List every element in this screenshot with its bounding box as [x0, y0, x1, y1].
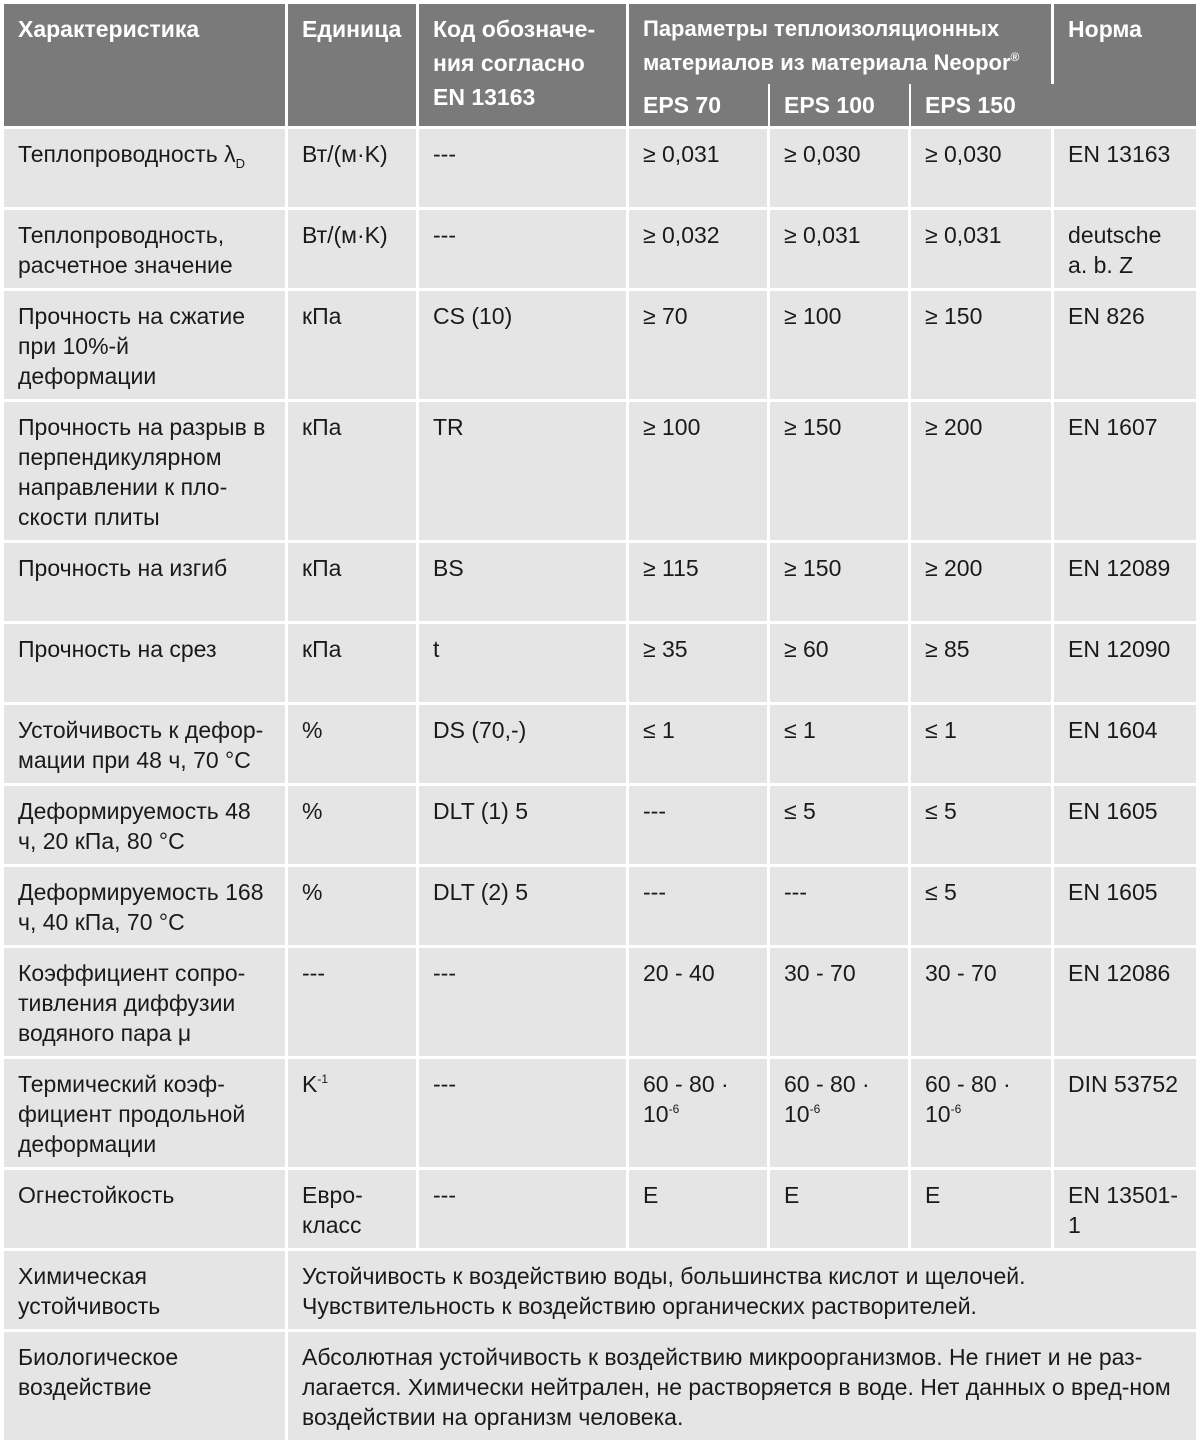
cell-eps100: 30 - 70: [770, 948, 911, 1059]
cell-code: DLT (1) 5: [419, 786, 629, 867]
table-row: [4, 786, 1196, 867]
cell-unit: кПа: [288, 291, 419, 402]
header-code: Код обозначе-ния согласно EN 13163: [419, 4, 629, 129]
table-row: [4, 1059, 1196, 1170]
cell-eps150: ≥ 150: [911, 291, 1054, 402]
table-row: [4, 402, 1196, 543]
cell-unit: %: [288, 867, 419, 948]
cell-norm: DIN 53752: [1054, 1059, 1196, 1170]
cell-code: ---: [419, 1170, 629, 1251]
cell-norm: EN 13163: [1054, 129, 1196, 210]
table-row: [4, 867, 1196, 948]
cell-eps70: ---: [629, 786, 770, 867]
cell-norm: EN 12089: [1054, 543, 1196, 624]
cell-unit: кПа: [288, 624, 419, 705]
cell-code: DS (70,-): [419, 705, 629, 786]
table-row: [4, 705, 1196, 786]
cell-eps100: ≥ 150: [770, 543, 911, 624]
exponent: -6: [668, 1102, 680, 1116]
cell-eps70: ≥ 70: [629, 291, 770, 402]
cell-characteristic: Биологическое воздействие: [4, 1332, 288, 1443]
cell-eps150: ≤ 5: [911, 786, 1054, 867]
cell-eps150: 30 - 70: [911, 948, 1054, 1059]
characteristic-text: Теплопроводность λ: [18, 141, 236, 167]
cell-eps100: ≥ 100: [770, 291, 911, 402]
cell-code: ---: [419, 210, 629, 291]
cell-eps150: ≥ 0,031: [911, 210, 1054, 291]
cell-characteristic: Прочность на срез: [4, 624, 288, 705]
cell-characteristic: Коэффициент сопро-тивления диффузии водяного пара μ: [4, 948, 288, 1059]
cell-characteristic: Теплопроводность, расчетное значение: [4, 210, 288, 291]
value-text: 60 - 80 · 10: [925, 1071, 1011, 1127]
cell-characteristic: Деформируемость 48 ч, 20 кПа, 80 °C: [4, 786, 288, 867]
cell-description: Абсолютная устойчивость к воздействию микроорганизмов. Не гниет и не раз-лагается. Химически нейтрален, не растворяется в воде. Нет данных о вред-ном воздействии на организм человека.: [288, 1332, 1196, 1443]
cell-eps70: 20 - 40: [629, 948, 770, 1059]
cell-eps70: ≥ 0,031: [629, 129, 770, 210]
cell-unit: кПа: [288, 543, 419, 624]
cell-eps70: ≥ 115: [629, 543, 770, 624]
cell-eps70: ≥ 0,032: [629, 210, 770, 291]
cell-eps100: ---: [770, 867, 911, 948]
cell-eps70: ≥ 100: [629, 402, 770, 543]
cell-eps150: ≤ 5: [911, 867, 1054, 948]
cell-unit: Евро-класс: [288, 1170, 419, 1251]
header-norm: Норма: [1054, 4, 1196, 129]
header-unit: Единица: [288, 4, 419, 129]
table-row: [4, 948, 1196, 1059]
cell-characteristic: Прочность на сжатие при 10%-й деформации: [4, 291, 288, 402]
table-row: [4, 210, 1196, 291]
cell-characteristic: Химическая устойчивость: [4, 1251, 288, 1332]
cell-norm: EN 1604: [1054, 705, 1196, 786]
header-eps70: EPS 70: [629, 84, 770, 129]
cell-unit: %: [288, 786, 419, 867]
header-group-line2: материалов из материала Neopor: [643, 50, 1011, 75]
cell-unit: Вт/(м·K): [288, 129, 419, 210]
value-text: 60 - 80 · 10: [784, 1071, 870, 1127]
header-eps100: EPS 100: [770, 84, 911, 129]
table-row-wide: [4, 1332, 1196, 1443]
cell-norm: EN 1605: [1054, 867, 1196, 948]
cell-eps150: E: [911, 1170, 1054, 1251]
table-row-wide: [4, 1251, 1196, 1332]
cell-eps100: ≥ 0,030: [770, 129, 911, 210]
cell-description: Устойчивость к воздействию воды, большинства кислот и щелочей. Чувствительность к воздействию органических растворителей.: [288, 1251, 1196, 1332]
cell-eps70: ≤ 1: [629, 705, 770, 786]
cell-eps70: ≥ 35: [629, 624, 770, 705]
lambda-subscript: D: [235, 156, 245, 171]
table-row: [4, 129, 1196, 210]
cell-code: CS (10): [419, 291, 629, 402]
cell-norm: EN 12086: [1054, 948, 1196, 1059]
cell-characteristic: Прочность на разрыв в перпендикулярном направлении к пло-скости плиты: [4, 402, 288, 543]
cell-unit: ---: [288, 948, 419, 1059]
cell-code: ---: [419, 129, 629, 210]
cell-eps100: ≤ 5: [770, 786, 911, 867]
cell-norm: EN 1605: [1054, 786, 1196, 867]
cell-eps100: [770, 1059, 911, 1170]
cell-code: BS: [419, 543, 629, 624]
properties-table: [4, 4, 1196, 1443]
cell-eps150: ≥ 85: [911, 624, 1054, 705]
cell-code: ---: [419, 1059, 629, 1170]
cell-norm: EN 1607: [1054, 402, 1196, 543]
cell-norm: EN 13501-1: [1054, 1170, 1196, 1251]
cell-unit: кПа: [288, 402, 419, 543]
cell-eps100: ≥ 60: [770, 624, 911, 705]
value-text: 60 - 80 · 10: [643, 1071, 729, 1127]
cell-characteristic: [4, 129, 288, 210]
registered-mark: ®: [1010, 50, 1020, 64]
cell-eps150: ≤ 1: [911, 705, 1054, 786]
cell-code: DLT (2) 5: [419, 867, 629, 948]
cell-characteristic: Прочность на изгиб: [4, 543, 288, 624]
cell-characteristic: Огнестойкость: [4, 1170, 288, 1251]
cell-characteristic: Устойчивость к дефор-мации при 48 ч, 70 °C: [4, 705, 288, 786]
cell-eps150: ≥ 0,030: [911, 129, 1054, 210]
table-row: [4, 291, 1196, 402]
exponent: -6: [809, 1102, 821, 1116]
table-row: [4, 624, 1196, 705]
cell-norm: EN 826: [1054, 291, 1196, 402]
header-group-params: [629, 4, 1054, 84]
cell-eps100: E: [770, 1170, 911, 1251]
cell-eps150: [911, 1059, 1054, 1170]
table-row: [4, 1170, 1196, 1251]
cell-unit: [288, 1059, 419, 1170]
cell-eps70: E: [629, 1170, 770, 1251]
header-eps150: EPS 150: [911, 84, 1054, 129]
cell-code: ---: [419, 948, 629, 1059]
cell-characteristic: Термический коэф-фициент продольной деформации: [4, 1059, 288, 1170]
header-group-line1: Параметры теплоизоляционных: [643, 16, 1000, 41]
header-characteristic: Характеристика: [4, 4, 288, 129]
cell-eps70: ---: [629, 867, 770, 948]
cell-eps100: ≥ 150: [770, 402, 911, 543]
cell-eps100: ≥ 0,031: [770, 210, 911, 291]
unit-superscript: -1: [317, 1072, 329, 1086]
cell-unit: Вт/(м·K): [288, 210, 419, 291]
cell-eps100: ≤ 1: [770, 705, 911, 786]
cell-code: TR: [419, 402, 629, 543]
cell-code: t: [419, 624, 629, 705]
cell-norm: EN 12090: [1054, 624, 1196, 705]
cell-eps150: ≥ 200: [911, 543, 1054, 624]
exponent: -6: [950, 1102, 962, 1116]
table-row: [4, 543, 1196, 624]
unit-text: K: [302, 1071, 318, 1097]
cell-norm: deutsche a. b. Z: [1054, 210, 1196, 291]
cell-eps70: [629, 1059, 770, 1170]
cell-unit: %: [288, 705, 419, 786]
cell-eps150: ≥ 200: [911, 402, 1054, 543]
cell-characteristic: Деформируемость 168 ч, 40 кПа, 70 °C: [4, 867, 288, 948]
